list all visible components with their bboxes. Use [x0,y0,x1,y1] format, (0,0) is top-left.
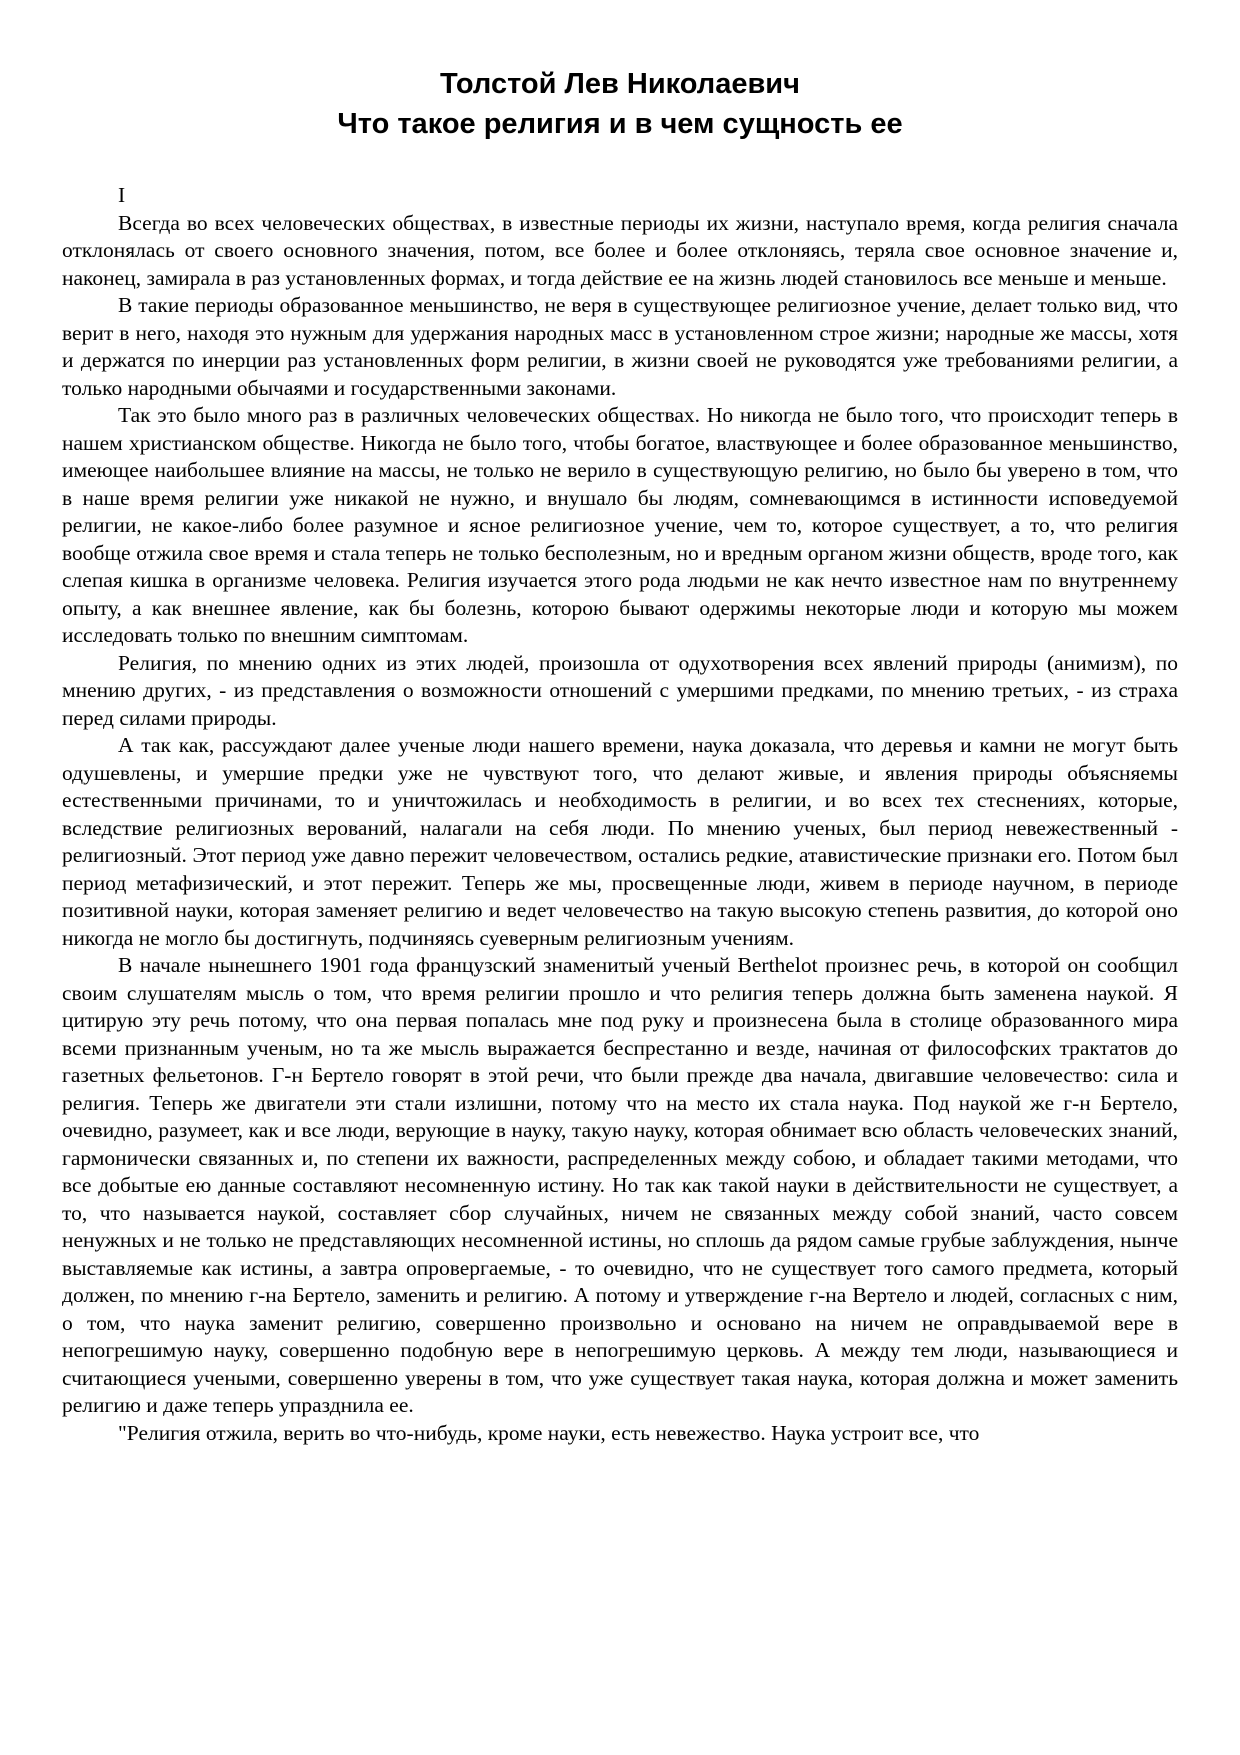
paragraph: Всегда во всех человеческих обществах, в известные периоды их жизни, наступало время, когда религия сначала отклонялась от своего основного значения, потом, все более и более отклоняясь, теряла свое основное значение и, наконец, замирала в раз установленных формах, и тогда действие ее на жизнь людей становилось все меньше и меньше. [62,210,1178,290]
document-header [62,64,1178,144]
paragraph: Религия, по мнению одних из этих людей, произошла от одухотворения всех явлений природы (анимизм), по мнению других, - из представления о возможности отношений с умершими предками, по мнению третьих, - из страха перед силами природы. [62,650,1178,730]
document-title: Что такое религия и в чем сущность ее [337,108,903,140]
document-body [62,182,1178,1447]
document-page [62,64,1178,1447]
paragraph: В такие периоды образованное меньшинство, не веря в существующее религиозное учение, делает только вид, что верит в него, находя это нужным для удержания народных масс в установленном строе жизни; народные же массы, хотя и держатся по инерции раз установленных форм религии, в жизни своей не руководятся уже требованиями религии, а только народными обычаями и государственными законами. [62,293,1178,400]
chapter-number: I [118,183,126,207]
paragraph: А так как, рассуждают далее ученые люди нашего времени, наука доказала, что деревья и камни не могут быть одушевлены, и умершие предки уже не чувствуют того, что делают живые, и явления природы объясняемы естественными причинами, то и уничтожилась и необходимость в религии, и во всех тех стеснениях, которые, вследствие религиозных верований, налагали на себя люди. По мнению ученых, был период невежественный - религиозный. Этот период уже давно пережит человечеством, остались редкие, атавистические признаки его. Потом был период метафизический, и этот пережит. Теперь же мы, просвещенные люди, живем в периоде научном, в периоде позитивной науки, которая заменяет религию и ведет человечество на такую высокую степень развития, до которой оно никогда не могло бы достигнуть, подчиняясь суеверным религиозным учениям. [62,733,1178,950]
paragraph: Так это было много раз в различных человеческих обществах. Но никогда не было того, что происходит теперь в нашем христианском обществе. Никогда не было того, чтобы богатое, властвующее и более образованное меньшинство, имеющее наибольшее влияние на массы, не только не верило в существующую религию, но было бы уверено в том, что в наше время религии уже никакой не нужно, и внушало бы людям, сомневающимся в истинности исповедуемой религии, не какое-либо более разумное и ясное религиозное учение, чем то, которое существует, а то, что религия вообще отжила свое время и стала теперь не только бесполезным, но и вредным органом жизни обществ, вроде того, как слепая кишка в организме человека. Религия изучается этого рода людьми не как нечто известное нам по внутреннему опыту, а как внешнее явление, как бы болезнь, которою бывают одержимы некоторые люди и которую мы можем исследовать только по внешним симптомам. [62,403,1178,647]
paragraph: В начале нынешнего 1901 года французский знаменитый ученый Berthelot произнес речь, в которой он сообщил своим слушателям мысль о том, что время религии прошло и что религия теперь должна быть заменена наукой. Я цитирую эту речь потому, что она первая попалась мне под руку и произнесена была в столице образованного мира всеми признанным ученым, но та же мысль выражается беспрестанно и везде, начиная от философских трактатов до газетных фельетонов. Г-н Бертело говорят в этой речи, что были прежде два начала, двигавшие человечество: сила и религия. Теперь же двигатели эти стали излишни, потому что на место их стала наука. Под наукой же г-н Бертело, очевидно, разумеет, как и все люди, верующие в науку, такую науку, которая обнимает всю область человеческих знаний, гармонически связанных и, по степени их важности, распределенных между собою, и обладает такими методами, что все добытые ею данные составляют несомненную истину. Но так как такой науки в действительности не существует, а то, что называется наукой, составляет сбор случайных, ничем не связанных между собой знаний, часто совсем ненужных и не только не представляющих несомненной истины, но сплошь да рядом самые грубые заблуждения, нынче выставляемые как истины, а завтра опровергаемые, - то очевидно, что не существует того самого предмета, который должен, по мнению г-на Бертело, заменить и религию. А потому и утверждение г-на Вертело и людей, согласных с ним, о том, что наука заменит религию, совершенно произвольно и основано на ничем не оправдываемой вере в непогрешимую науку, совершенно подобную вере в непогрешимую церковь. А между тем люди, называющиеся и считающиеся учеными, совершенно уверены в том, что уже существует такая наука, которая должна и может заменить религию и даже теперь упразднила ее. [62,953,1178,1417]
paragraph: "Религия отжила, верить во что-нибудь, кроме науки, есть невежество. Наука устроит все, что [118,1420,980,1445]
author-name: Толстой Лев Николаевич [440,68,800,100]
